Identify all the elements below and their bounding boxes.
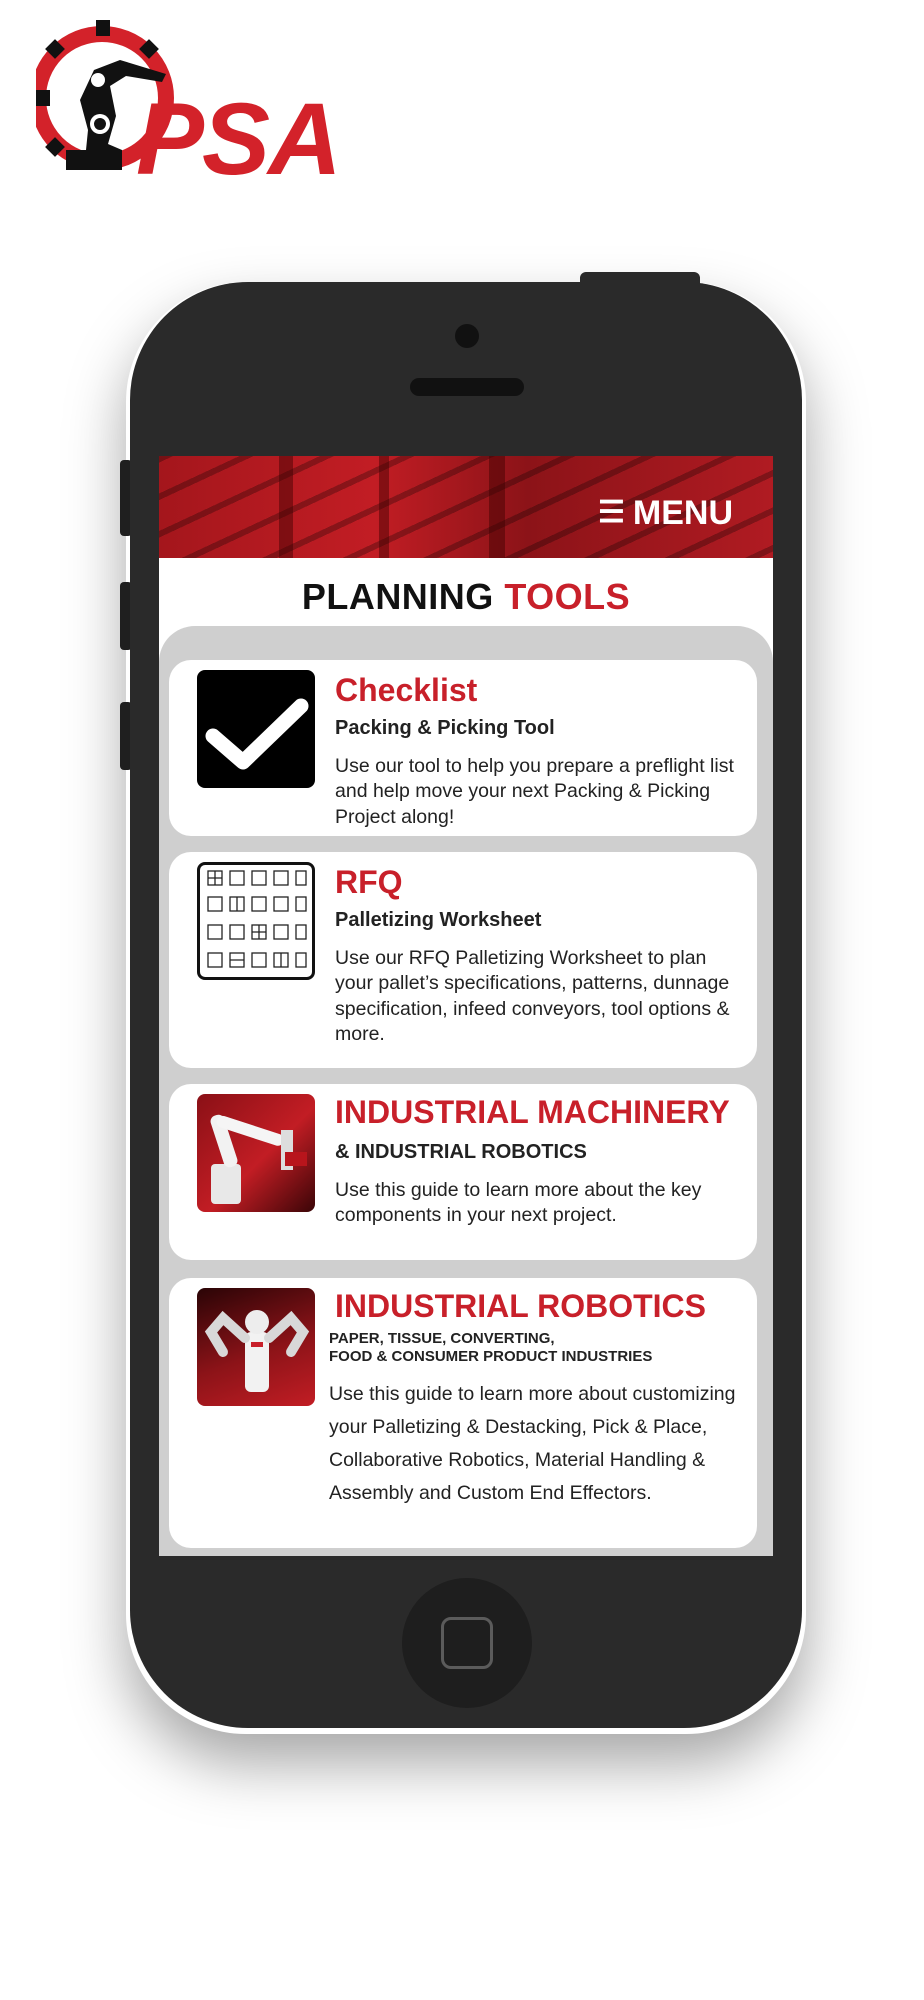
phone-screen — [159, 456, 773, 1556]
hero-banner — [159, 456, 773, 558]
phone-speaker — [410, 378, 524, 396]
menu-label: MENU — [632, 494, 733, 532]
hero-beam — [379, 456, 389, 558]
dual-arm-robot-glyph — [197, 1288, 315, 1406]
psa-logo — [36, 20, 346, 196]
phone-camera — [455, 324, 479, 348]
card-description: Use our RFQ Palletizing Worksheet to plan your pallet’s specifications, patterns, dunnage specification, infeed conveyors, tool options & more. — [335, 947, 730, 1046]
checkmark-glyph — [197, 670, 315, 788]
card-subtitle: Palletizing Worksheet — [335, 909, 542, 931]
card-title: Checklist — [335, 672, 478, 708]
menu-button[interactable] — [598, 496, 733, 530]
card-subtitle: Packing & Picking Tool — [335, 717, 555, 739]
card-description: Use this guide to learn more about customizing your Palletizing & Destacking, Pick & Place, Collaborative Robotics, Material Handling & Assembly and Custom End Effectors. — [329, 1383, 736, 1505]
hero-beam — [279, 456, 293, 558]
title-part1: PLANNING — [301, 576, 494, 617]
logo-text: PSA — [136, 82, 340, 196]
pallet-patterns-icon — [197, 862, 315, 980]
dual-arm-robot-image — [197, 1288, 315, 1406]
card-subtitle-line1: PAPER, TISSUE, CONVERTING, — [329, 1330, 555, 1347]
robot-arm-image — [197, 1094, 315, 1212]
card-description: Use our tool to help you prepare a preflight list and help move your next Packing & Picking Project along! — [335, 755, 734, 828]
hero-beam — [489, 456, 505, 558]
robot-arm-glyph — [197, 1094, 315, 1212]
home-square-icon — [441, 1617, 493, 1669]
page-title — [159, 576, 773, 618]
card-description: Use this guide to learn more about the key components in your next project. — [335, 1179, 702, 1227]
card-title: INDUSTRIAL MACHINERY — [335, 1094, 730, 1130]
card-subtitle-line2: FOOD & CONSUMER PRODUCT INDUSTRIES — [329, 1348, 653, 1365]
title-part2: TOOLS — [504, 576, 631, 617]
tool-card-industrial-robotics[interactable] — [169, 1278, 757, 1548]
hamburger-icon: ☰ — [597, 496, 625, 529]
pallet-grid-glyph — [200, 865, 312, 977]
card-subtitle: & INDUSTRIAL ROBOTICS — [335, 1141, 587, 1163]
tool-card-industrial-machinery[interactable] — [169, 1084, 757, 1260]
checkmark-icon — [197, 670, 315, 788]
phone-home-button[interactable] — [402, 1578, 532, 1708]
tool-card-checklist[interactable] — [169, 660, 757, 836]
card-title: INDUSTRIAL ROBOTICS — [335, 1288, 706, 1324]
card-title: RFQ — [335, 864, 403, 900]
tool-card-rfq[interactable] — [169, 852, 757, 1068]
